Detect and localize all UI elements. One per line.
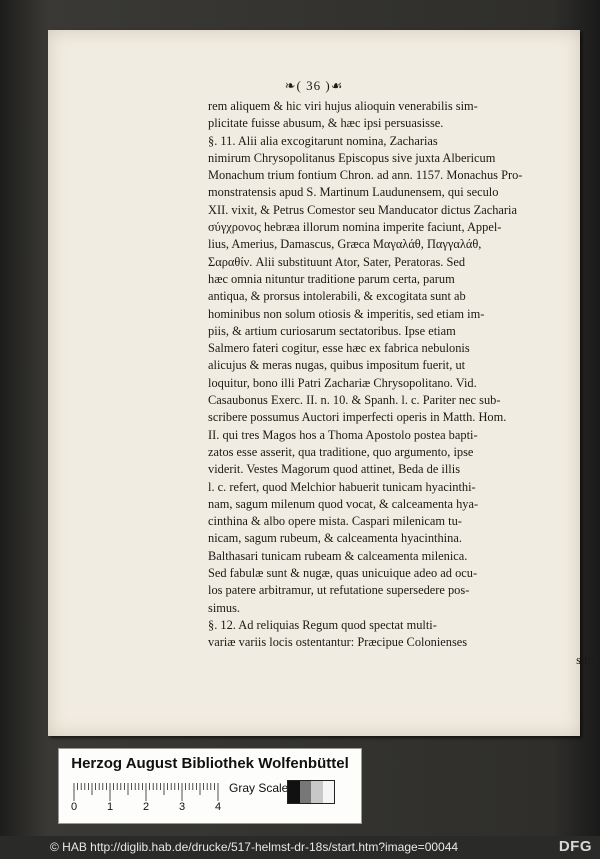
- gray-scale-swatches: [287, 780, 335, 804]
- text-line: II. qui tres Magos hos a Thoma Apostolo postea bapti-: [208, 427, 478, 442]
- page-ornament-right: ☙: [330, 78, 344, 93]
- page-number-text: ( 36 ): [296, 78, 331, 93]
- library-color-card: [58, 748, 362, 824]
- ruler-tick-label: 1: [107, 801, 114, 813]
- text-line: sibi: [576, 652, 594, 667]
- text-line: piis, & artium curiosarum sectatoribus. Ipse etiam: [208, 323, 456, 338]
- text-line: Sed fabulæ sunt & nugæ, quas unicuique adeo ad ocu-: [208, 566, 478, 581]
- ruler-tick-label: 0: [71, 801, 78, 813]
- text-line: XII. vixit, & Petrus Comestor seu Manducator dictus Zacharia: [208, 202, 518, 217]
- text-line: plicitate fuisse abusum, & hæc ipsi persuasisse.: [208, 116, 444, 131]
- gray-swatch: [323, 781, 335, 803]
- text-line: los patere arbitramur, ut refutatione supersedere pos-: [208, 583, 470, 598]
- gray-swatch: [288, 781, 300, 803]
- text-line: zatos esse asserit, qua traditione, quo argumento, ipse: [208, 444, 474, 459]
- text-line: nimirum Chrysopolitanus Episcopus sive juxta Albericum: [208, 150, 496, 165]
- gray-swatch: [300, 781, 312, 803]
- text-line: monstratensis apud S. Martinum Laudunensem, qui seculo: [208, 185, 499, 200]
- body-text: [208, 98, 598, 669]
- text-line: Σαραθίν. Alii substituunt Ator, Sater, Peratoras. Sed: [208, 254, 466, 269]
- text-line: variæ variis locis ostentantur: Præcipue Colonienses: [208, 635, 468, 650]
- text-line: antiqua, & prorsus intolerabili, & excogitata sunt ab: [208, 289, 466, 304]
- gray-scale-label: Gray Scale: [229, 781, 289, 795]
- text-line: hæc omnia nituntur traditione parum certa, parum: [208, 271, 455, 286]
- text-line: σύγχρονος hebræa illorum nomina imperite faciunt, Appel-: [208, 220, 502, 235]
- text-line: §. 11. Alii alia excogitarunt nomina, Zacharias: [208, 133, 438, 148]
- text-line: loquitur, bono illi Patri Zachariæ Chrysopolitano. Vid.: [208, 375, 477, 390]
- text-line: nicam, sagum rubeum, & calceamenta hyacinthina.: [208, 531, 462, 546]
- text-line: l. c. refert, quod Melchior habuerit tunicam hyacinthi-: [208, 479, 476, 494]
- text-line: cinthina & albo opere mista. Caspari milenicam tu-: [208, 514, 462, 529]
- text-line: Balthasari tunicam rubeam & calceamenta milenica.: [208, 548, 468, 563]
- text-line: alicujus & meras nugas, quibus impositum fuerit, ut: [208, 358, 466, 373]
- gray-swatch: [311, 781, 323, 803]
- ruler-scale: [73, 783, 233, 805]
- footer-bar: [0, 836, 600, 859]
- page-ornament-left: ❧: [284, 78, 297, 93]
- ruler-tick-label: 2: [143, 801, 150, 813]
- text-line: hominibus non solum otiosis & imperitis, sed etiam im-: [208, 306, 485, 321]
- text-line: viderit. Vestes Magorum quod attinet, Beda de illis: [208, 462, 461, 477]
- text-line: simus.: [208, 600, 241, 615]
- text-line: Monachum trium fontium Chron. ad ann. 1157. Monachus Pro-: [208, 168, 523, 183]
- ruler-tick-label: 3: [179, 801, 186, 813]
- book-page: [48, 30, 594, 736]
- text-line: §. 12. Ad reliquias Regum quod spectat multi-: [208, 617, 437, 632]
- text-line: scribere possumus Auctori imperfecti operis in Matth. Hom.: [208, 410, 507, 425]
- page-number: [48, 78, 580, 94]
- text-line: Salmero fateri cogitur, esse hæc ex fabrica nebulonis: [208, 341, 470, 356]
- dfg-logo: DFG: [558, 838, 592, 855]
- text-line: rem aliquem & hic viri hujus alioquin venerabilis sim-: [208, 99, 478, 113]
- text-line: nam, sagum milenum quod vocat, & calceamenta hya-: [208, 496, 479, 511]
- copyright-link[interactable]: © HAB http://diglib.hab.de/drucke/517-helmst-dr-18s/start.htm?image=00044: [50, 840, 459, 854]
- library-name: Herzog August Bibliothek Wolfenbüttel: [71, 755, 349, 772]
- text-line: Casaubonus Exerc. II. n. 10. & Spanh. l. c. Pariter nec sub-: [208, 393, 501, 408]
- text-line: lius, Amerius, Damascus, Græca Μαγαλάθ, Παγγαλάθ,: [208, 237, 482, 252]
- ruler-tick-label: 4: [215, 801, 222, 813]
